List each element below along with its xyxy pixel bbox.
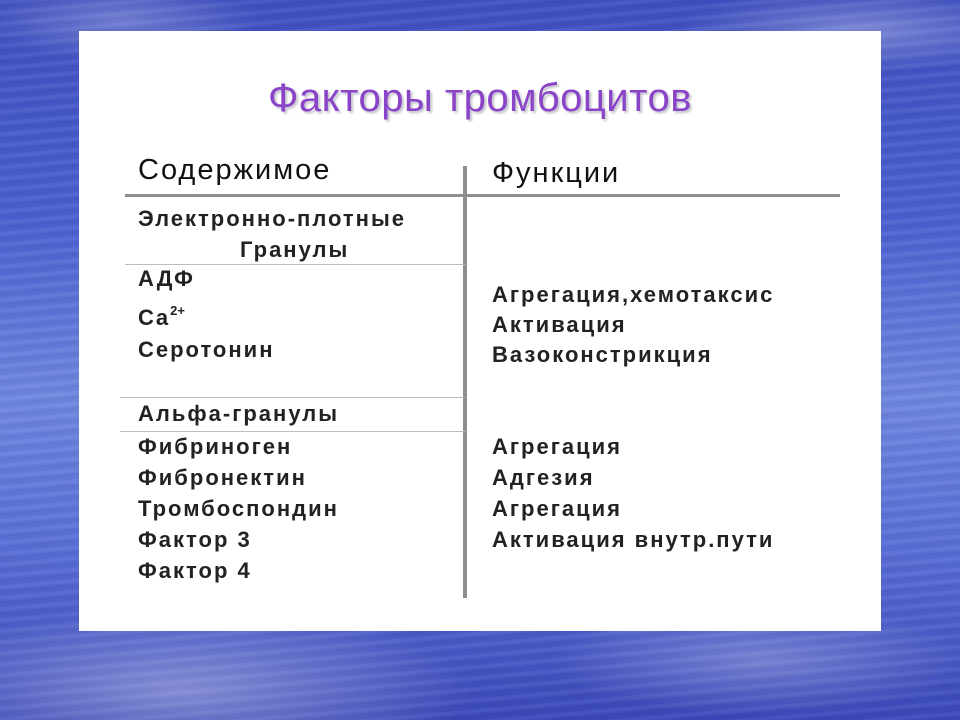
- header-divider: [125, 194, 840, 197]
- electron-dense-granules-heading: [138, 203, 406, 265]
- calcium-symbol: Ca: [138, 305, 171, 330]
- electron-dense-line2: Гранулы: [240, 237, 350, 262]
- function-item: Агрегация,хемотаксис: [492, 282, 775, 307]
- electron-dense-line1: Электронно-плотные: [138, 206, 406, 231]
- alpha-granule-items: [138, 431, 339, 586]
- alpha-item: Фибриноген: [138, 434, 293, 459]
- item-calcium: [138, 295, 274, 334]
- electron-dense-items: [138, 263, 274, 366]
- function-item: Активация внутр.пути: [492, 527, 775, 552]
- alpha-item: Тромбоспондин: [138, 496, 339, 521]
- column-divider: [463, 166, 467, 598]
- function-item: Адгезия: [492, 465, 595, 490]
- slide-title: Факторы тромбоцитов: [268, 76, 692, 120]
- function-item: Агрегация: [492, 496, 623, 521]
- function-item: Вазоконстрикция: [492, 342, 713, 367]
- column-header-contents: Содержимое: [138, 154, 332, 186]
- alpha-item: Фибронектин: [138, 465, 307, 490]
- alpha-granule-functions: [492, 431, 774, 555]
- alpha-granules-heading: Альфа-гранулы: [138, 401, 340, 426]
- alpha-item: Фактор 3: [138, 527, 252, 552]
- column-header-functions: Функции: [492, 157, 621, 189]
- electron-dense-functions: [492, 280, 774, 370]
- item-adf: АДФ: [138, 266, 195, 291]
- function-item: Агрегация: [492, 434, 623, 459]
- alpha-item: Фактор 4: [138, 558, 252, 583]
- function-item: Активация: [492, 312, 627, 337]
- calcium-charge: 2+: [170, 303, 185, 318]
- item-serotonin: Серотонин: [138, 337, 275, 362]
